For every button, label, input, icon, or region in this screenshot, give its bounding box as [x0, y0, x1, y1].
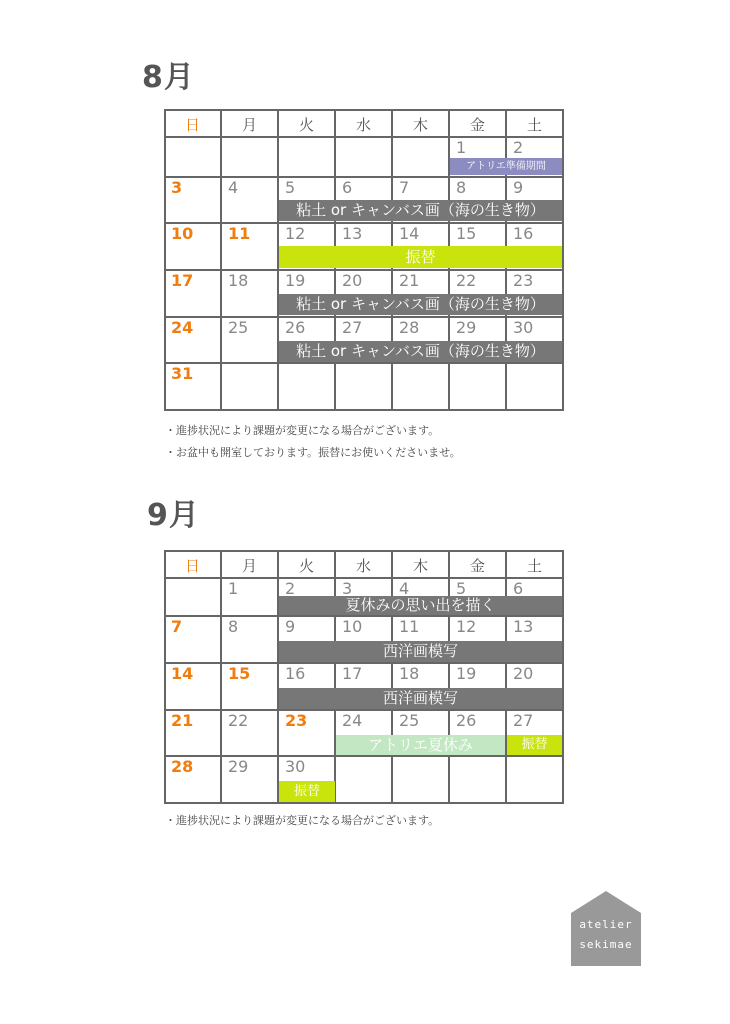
day-number: 10 [342, 617, 363, 636]
day-number: 24 [171, 318, 194, 337]
day-number: 8 [228, 617, 239, 636]
atelier-sekimae-logo [571, 891, 641, 966]
day-number: 11 [228, 224, 251, 243]
day-number: 19 [285, 271, 306, 290]
day-number: 3 [342, 579, 353, 598]
day-number: 2 [285, 579, 296, 598]
event-atelier-prep: アトリエ準備期間 [450, 158, 562, 175]
day-number: 14 [171, 664, 194, 683]
day-number: 1 [456, 138, 467, 157]
day-number: 11 [399, 617, 420, 636]
note-august-1: ・進捗状況により課題が変更になる場合がございます。 [165, 424, 440, 437]
day-number: 9 [285, 617, 296, 636]
event-clay-canvas: 粘土 or キャンバス画（海の生き物） [279, 294, 562, 315]
day-number: 9 [513, 178, 524, 197]
day-number: 12 [456, 617, 477, 636]
day-number: 13 [513, 617, 534, 636]
day-number: 28 [399, 318, 420, 337]
day-number: 25 [399, 711, 420, 730]
weekday-sat: 土 [526, 116, 542, 134]
day-number: 18 [399, 664, 420, 683]
event-furikae: 振替 [279, 781, 335, 802]
logo-text-line2: sekimae [579, 938, 633, 951]
day-number: 10 [171, 224, 194, 243]
calendar-august [164, 109, 564, 411]
day-number: 20 [513, 664, 534, 683]
event-summer-memory: 夏休みの思い出を描く [279, 596, 562, 615]
day-number: 30 [285, 757, 306, 776]
note-september-1: ・進捗状況により課題が変更になる場合がございます。 [165, 814, 440, 827]
day-number: 17 [342, 664, 363, 683]
day-number: 28 [171, 757, 194, 776]
day-number: 4 [399, 579, 410, 598]
event-furikae: 振替 [507, 735, 562, 755]
weekday-mon: 月 [241, 557, 257, 575]
day-number: 16 [513, 224, 534, 243]
weekday-fri: 金 [469, 557, 485, 575]
day-number: 21 [399, 271, 420, 290]
day-number: 26 [285, 318, 306, 337]
day-number: 4 [228, 178, 239, 197]
day-number: 29 [228, 757, 249, 776]
day-number: 6 [342, 178, 353, 197]
day-number: 6 [513, 579, 524, 598]
day-number: 19 [456, 664, 477, 683]
event-furikae: 振替 [279, 246, 562, 268]
day-number: 27 [342, 318, 363, 337]
weekday-fri: 金 [469, 116, 485, 134]
weekday-thu: 木 [412, 557, 428, 575]
weekday-sat: 土 [526, 557, 542, 575]
event-atelier-break: アトリエ夏休み [336, 735, 505, 755]
weekday-sun: 日 [184, 557, 200, 575]
day-number: 14 [399, 224, 420, 243]
weekday-sun: 日 [184, 116, 200, 134]
event-clay-canvas: 粘土 or キャンバス画（海の生き物） [279, 200, 562, 221]
day-number: 24 [342, 711, 363, 730]
day-number: 27 [513, 711, 534, 730]
day-number: 2 [513, 138, 524, 157]
day-number: 30 [513, 318, 534, 337]
calendar-september [164, 550, 564, 804]
day-number: 23 [285, 711, 308, 730]
day-number: 7 [171, 617, 183, 636]
event-western-copy: 西洋画模写 [279, 688, 562, 709]
day-number: 20 [342, 271, 363, 290]
day-number: 21 [171, 711, 194, 730]
day-number: 16 [285, 664, 306, 683]
day-number: 23 [513, 271, 534, 290]
day-number: 1 [228, 579, 239, 598]
day-number: 26 [456, 711, 477, 730]
weekday-tue: 火 [298, 116, 314, 134]
weekday-wed: 水 [355, 557, 371, 575]
calendar-grid-september [164, 550, 564, 804]
day-number: 22 [228, 711, 249, 730]
event-western-copy: 西洋画模写 [279, 641, 562, 662]
day-number: 12 [285, 224, 306, 243]
day-number: 18 [228, 271, 249, 290]
month-title-september: 9月 [147, 498, 200, 533]
day-number: 3 [171, 178, 183, 197]
day-number: 31 [171, 364, 194, 383]
day-number: 15 [228, 664, 251, 683]
day-number: 25 [228, 318, 249, 337]
weekday-thu: 木 [412, 116, 428, 134]
day-number: 17 [171, 271, 194, 290]
day-number: 13 [342, 224, 363, 243]
logo-text-line1: atelier [579, 918, 633, 931]
event-clay-canvas: 粘土 or キャンバス画（海の生き物） [279, 341, 562, 362]
day-number: 29 [456, 318, 477, 337]
day-number: 8 [456, 178, 467, 197]
note-august-2: ・お盆中も開室しております。振替にお使いくださいませ。 [165, 446, 461, 459]
day-number: 7 [399, 178, 410, 197]
weekday-mon: 月 [241, 116, 257, 134]
weekday-tue: 火 [298, 557, 314, 575]
day-number: 5 [456, 579, 467, 598]
day-number: 15 [456, 224, 477, 243]
month-title-august: 8月 [142, 60, 195, 95]
weekday-wed: 水 [355, 116, 371, 134]
day-number: 22 [456, 271, 477, 290]
day-number: 5 [285, 178, 296, 197]
